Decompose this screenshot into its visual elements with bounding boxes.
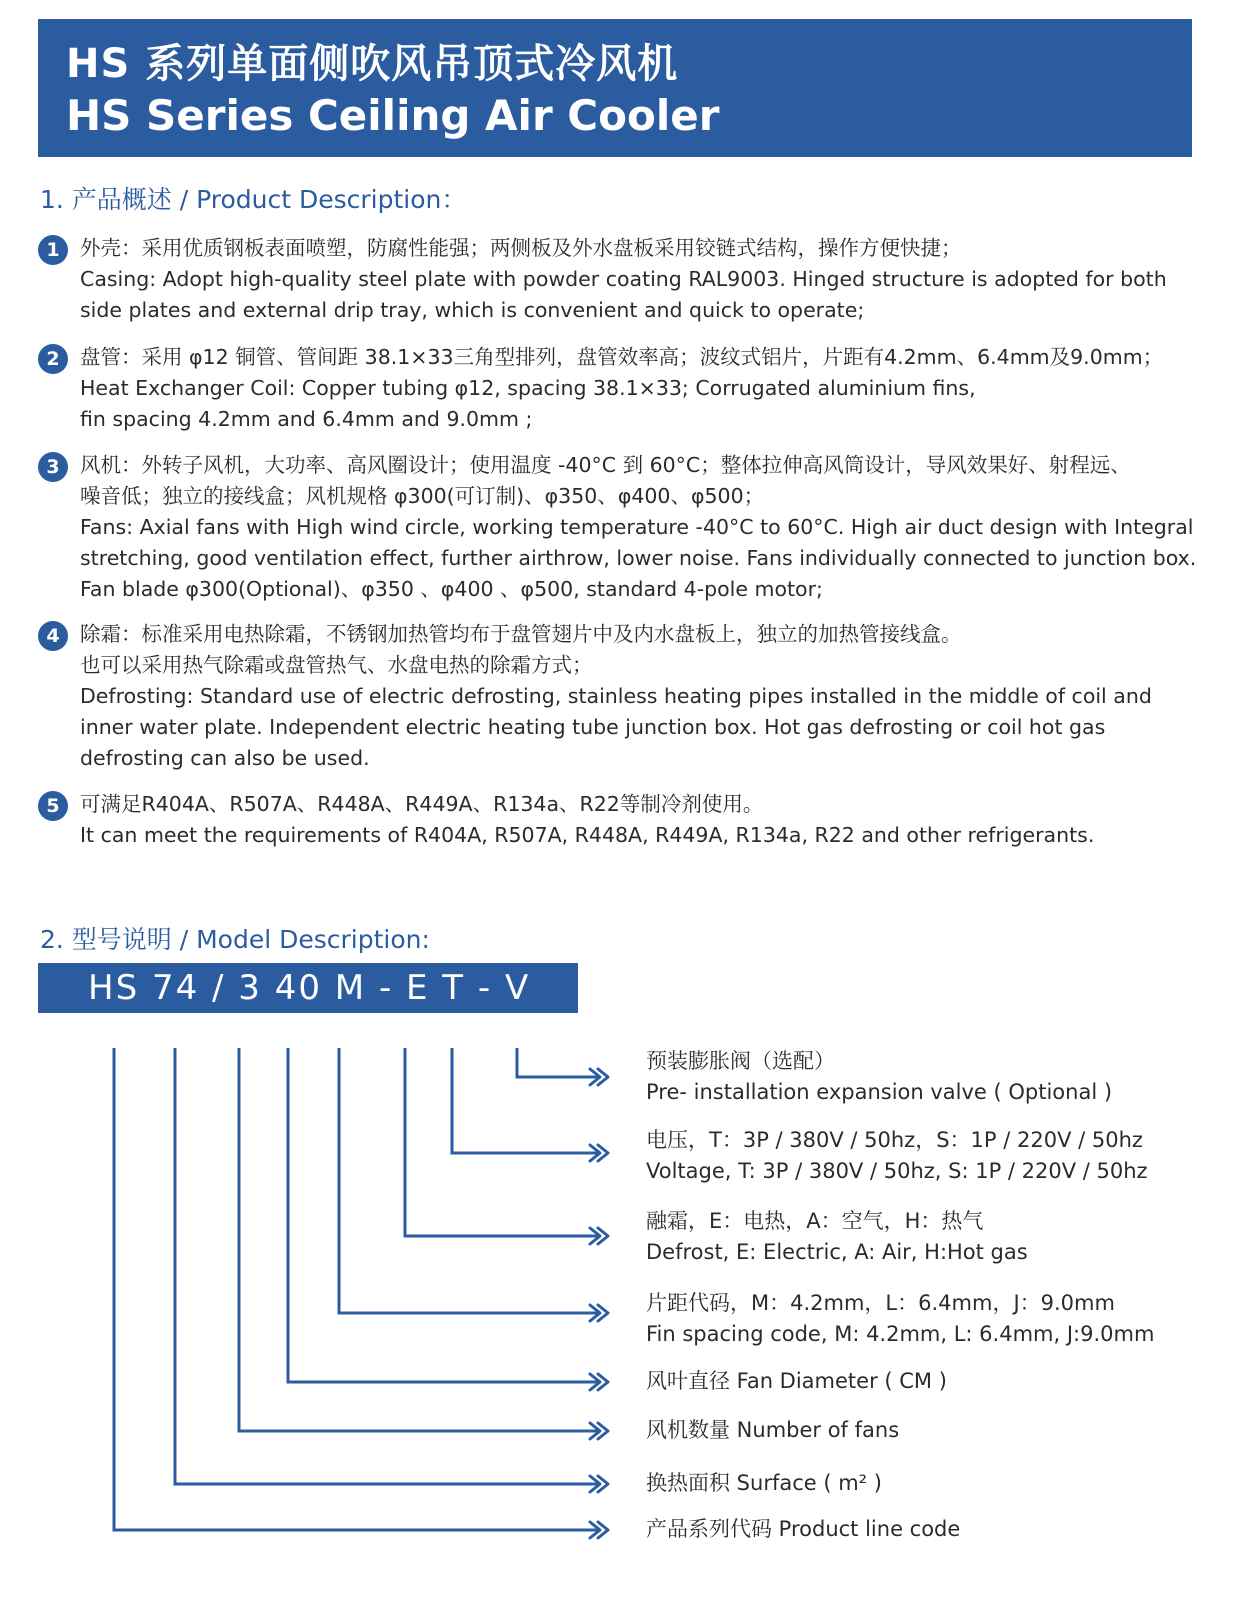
title-en: HS Series Ceiling Air Cooler: [66, 91, 720, 140]
legend-number-of-fans: [646, 1415, 899, 1446]
legend-text-zh: 片距代码，M：4.2mm，L：6.4mm，J：9.0mm: [646, 1291, 1115, 1315]
item-number-badge: 5: [38, 791, 68, 821]
item-text-en: Heat Exchanger Coil: Copper tubing φ12, spacing 38.1×33; Corrugated aluminium fins, fin spacing 4.2mm and 6.4mm and 9.0mm ;: [80, 376, 976, 431]
section-heading-model-description: 2. 型号说明 / Model Description:: [40, 925, 430, 954]
item-text-en: Casing: Adopt high-quality steel plate with powder coating RAL9003. Hinged structure is adopted for both side plates and external drip tray, which is convenient and quick to operate;: [80, 267, 1167, 322]
item-text-zh: 外壳：采用优质钢板表面喷塑，防腐性能强；两侧板及外水盘板采用铰链式结构，操作方便快捷；: [80, 236, 962, 260]
legend-text-zh: 电压，T：3P / 380V / 50hz，S：1P / 220V / 50hz: [646, 1128, 1143, 1152]
legend-text-zh: 预装膨胀阀（选配）: [646, 1049, 835, 1073]
legend-text-en: Voltage, T: 3P / 380V / 50hz, S: 1P / 220V / 50hz: [646, 1159, 1148, 1183]
item-number-badge: 2: [38, 344, 68, 374]
item-text-en: It can meet the requirements of R404A, R507A, R448A, R449A, R134a, R22 and other refrigerants.: [80, 823, 1095, 847]
legend-expansion-valve: [646, 1046, 1112, 1108]
legend-text: 换热面积 Surface ( m² ): [646, 1471, 882, 1495]
item-text-zh: 除霜：标准采用电热除霜，不锈钢加热管均布于盘管翅片中及内水盘板上，独立的加热管接线盒。 也可以采用热气除霜或盘管热气、水盘电热的除霜方式；: [80, 622, 962, 677]
legend-voltage: [646, 1125, 1148, 1187]
legend-text-en: Defrost, E: Electric, A: Air, H:Hot gas: [646, 1240, 1028, 1264]
item-number-badge: 1: [38, 235, 68, 265]
item-number-badge: 4: [38, 621, 68, 651]
legend-surface: [646, 1468, 882, 1499]
legend-text-en: Pre- installation expansion valve ( Optional ): [646, 1080, 1113, 1104]
legend-product-line-code: [646, 1514, 960, 1545]
item-text-zh: 盘管：采用 φ12 铜管、管间距 38.1×33三角型排列，盘管效率高；波纹式铝片，片距有4.2mm、6.4mm及9.0mm；: [80, 345, 1164, 369]
item-text-zh: 可满足R404A、R507A、R448A、R449A、R134a、R22等制冷剂使用。: [80, 792, 764, 816]
legend-text: 风叶直径 Fan Diameter ( CM ): [646, 1369, 947, 1393]
legend-text-zh: 融霜，E：电热，A：空气，H：热气: [646, 1209, 984, 1233]
legend-text: 风机数量 Number of fans: [646, 1418, 900, 1442]
section-heading-product-description: 1. 产品概述 / Product Description：: [40, 185, 467, 214]
title-zh: HS 系列单面侧吹风吊顶式冷风机: [66, 41, 679, 87]
legend-fan-diameter: [646, 1366, 947, 1397]
item-text-en: Defrosting: Standard use of electric defrosting, stainless heating pipes installed in the middle of coil and inner water plate. Independent electric heating tube junction box. Hot gas defrosting or coil hot gas defrosting can also be used.: [80, 684, 1152, 770]
legend-fin-spacing: [646, 1288, 1154, 1350]
legend-defrost: [646, 1206, 1028, 1268]
legend-text: 产品系列代码 Product line code: [646, 1517, 961, 1541]
item-text-en: Fans: Axial fans with High wind circle, working temperature -40°C to 60°C. High air duct design with Integral stretching, good ventilation effect, further airthrow, lower noise. Fans individually connected to junction box. Fan blade φ300(Optional)、φ350 、φ400 、φ500, standard 4-pole motor;: [80, 515, 1197, 601]
item-text-zh: 风机：外转子风机，大功率、高风圈设计；使用温度 -40°C 到 60°C；整体拉伸高风筒设计，导风效果好、射程远、 噪音低；独立的接线盒；风机规格 φ300(可订制)、φ350、φ400、φ500；: [80, 453, 1131, 508]
model-code-bar: HS 74 / 3 40 M - E T - V: [38, 963, 578, 1013]
legend-text-en: Fin spacing code, M: 4.2mm, L: 6.4mm, J:9.0mm: [646, 1322, 1155, 1346]
item-number-badge: 3: [38, 452, 68, 482]
